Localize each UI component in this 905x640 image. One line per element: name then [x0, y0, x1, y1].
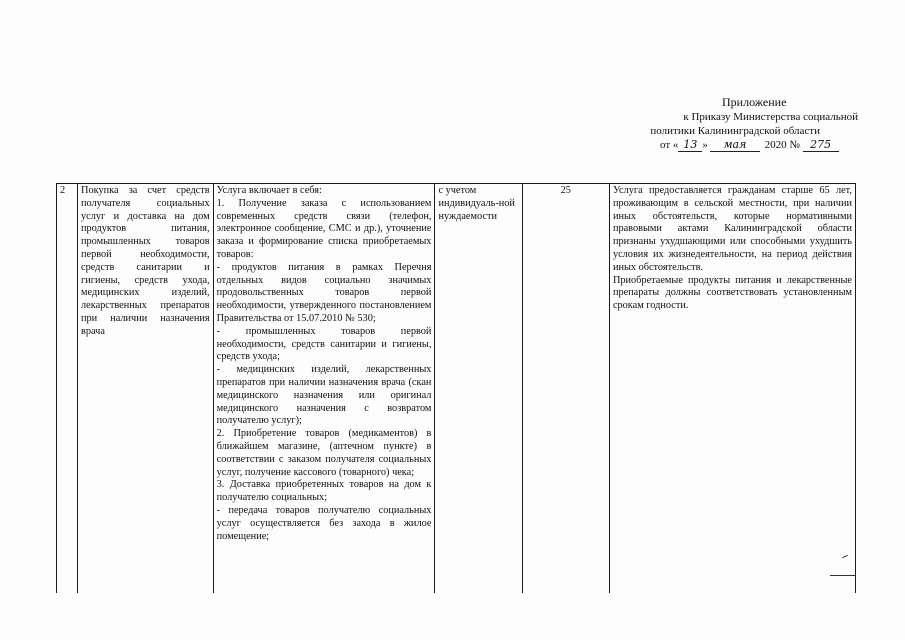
handwritten-month: мая — [710, 139, 760, 152]
service-description-cell — [213, 184, 435, 594]
note-cell — [609, 184, 855, 594]
row-number-cell — [57, 184, 78, 594]
description-item: 3. Доставка приобретенных товаров на дом к получателю социальных; — [216, 479, 432, 504]
description-item: - медицинских изделий, лекарственных препаратов при наличии назначения врача (скан медицинского назначения или оригинал медицинского назначения с возвратом получателю услуг); — [216, 364, 432, 427]
order-reference-line: к Приказу Министерства социальной — [683, 111, 858, 123]
row-number: 2 — [60, 185, 66, 196]
price-value: 25 — [560, 185, 571, 196]
description-item: 1. Получение заказа с использованием современных средств связи (телефон, электронное сообщение, СМС и др.), уточнение заказа и формирование списка приобретаемых товаров: — [216, 197, 432, 260]
pen-line — [830, 575, 856, 576]
appendix-header — [612, 95, 872, 152]
service-name-cell — [78, 184, 214, 594]
table-row — [57, 184, 856, 594]
service-name: Покупка за счет средств получателя социальных услуг и доставка на дом продуктов питания, промышленных товаров первой необходимости, средств санитарии и гигиены, средств ухода, медицинских изделий, лекарственных препаратов при наличии назначения врача — [81, 185, 210, 337]
appendix-title: Приложение — [722, 95, 787, 109]
condition-text: с учетом индивидуаль-ной нуждаемости — [438, 185, 515, 222]
description-item: - продуктов питания в рамках Перечня отдельных видов социально значимых продовольственных товаров первой необходимости, утвержденного постановлением Правительства от 15.07.2010 № 530; — [216, 261, 432, 324]
order-date-line — [612, 138, 872, 152]
description-item: - передача товаров получателю социальных услуг осуществляется без захода в жилое помещение; — [216, 504, 432, 542]
condition-cell — [435, 184, 522, 594]
services-table — [56, 183, 856, 593]
date-year: 2020 № — [764, 139, 800, 151]
note-paragraph: Приобретаемые продукты питания и лекарственные препараты должны соответствовать установленным срокам годности. — [612, 274, 852, 312]
date-quote: » — [702, 139, 708, 151]
price-cell — [522, 184, 609, 594]
note-paragraph: Услуга предоставляется гражданам старше 65 лет, проживающим в сельской местности, при наличии иных обстоятельств, которые нормативными правовыми актами Калининградской области признаны ухудшающими или способными ухудшить условия их жизнедеятельности, на период действия иных обстоятельств. — [612, 185, 852, 273]
handwritten-order-number: 275 — [803, 139, 839, 152]
description-item: - промышленных товаров первой необходимости, средств санитарии и гигиены, средств ухода; — [216, 325, 432, 363]
description-item: 2. Приобретение товаров (медикаментов) в ближайшем магазине, (аптечном пункте) в соответствии с заказом получателя социальных услуг, получение кассового (товарного) чека; — [216, 428, 432, 478]
description-intro: Услуга включает в себя: — [216, 185, 322, 196]
handwritten-day: 13 — [678, 139, 702, 152]
ministry-line: политики Калининградской области — [650, 125, 820, 137]
date-prefix: от « — [660, 139, 679, 151]
